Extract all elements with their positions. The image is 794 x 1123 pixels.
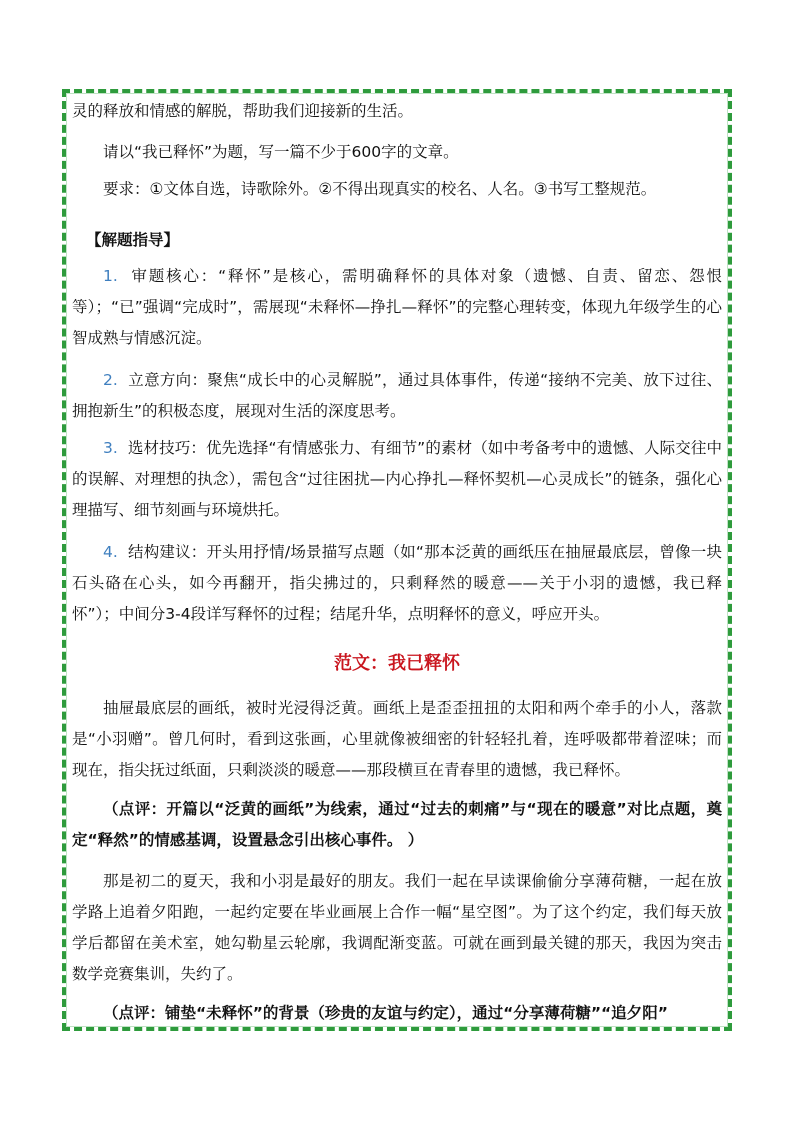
guide-item-4-number: 4. [103,543,118,561]
writing-requirement: 要求：①文体自选，诗歌除外。②不得出现真实的校名、人名。③书写工整规范。 [103,180,657,198]
writing-prompt: 请以“我已释怀”为题，写一篇不少于600字的文章。 [103,143,459,161]
essay-title: 范文：我已释怀 [334,653,460,674]
guide-heading: 【解题指导】 [86,231,180,249]
guide-item-4 [72,537,722,630]
guide-item-4-text: 结构建议：开头用抒情/场景描写点题（如“那本泛黄的画纸压在抽屉最底层，曾像一块石头硌在心头，如今再翻开，指尖拂过的，只剩释然的暖意——关于小羽的遗憾，我已释怀”）；中间分3-4段详写释怀的过程；结尾升华，点明释怀的意义，呼应开头。 [72,543,722,623]
guide-item-1 [72,261,722,354]
essay-comment-1: （点评：开篇以“泛黄的画纸”为线索，通过“过去的刺痛”与“现在的暖意”对比点题，奠定“释然”的情感基调，设置悬念引出核心事件。 ） [72,800,722,849]
guide-item-1-text: 审题核心：“释怀”是核心，需明确释怀的具体对象（遗憾、自责、留恋、怨恨等）；“已”强调“完成时”，需展现“未释怀—挣扎—释怀”的完整心理转变，体现九年级学生的心智成熟与情感沉淀。 [72,267,722,347]
guide-item-2-text: 立意方向：聚焦“成长中的心灵解脱”，通过具体事件，传递“接纳不完美、放下过往、拥抱新生”的积极态度，展现对生活的深度思考。 [72,371,722,420]
essay-paragraph-2: 那是初二的夏天，我和小羽是最好的朋友。我们一起在早读课偷偷分享薄荷糖，一起在放学路上追着夕阳跑，一起约定要在毕业画展上合作一幅“星空图”。为了这个约定，我们每天放学后都留在美术室，她勾勒星云轮廓，我调配渐变蓝。可就在画到最关键的那天，我因为突击数学竞赛集训，失约了。 [72,872,722,983]
essay-comment-2: （点评：铺垫“未释怀”的背景（珍贵的友谊与约定），通过“分享薄荷糖”“追夕阳” [103,1004,668,1022]
essay-paragraph-1: 抽屉最底层的画纸，被时光浸得泛黄。画纸上是歪歪扭扭的太阳和两个牵手的小人，落款是“小羽赠”。曾几何时，看到这张画，心里就像被细密的针轻轻扎着，连呼吸都带着涩味；而现在，指尖抚过纸面，只剩淡淡的暖意——那段横亘在青春里的遗憾，我已释怀。 [72,699,722,779]
guide-item-3-text: 选材技巧：优先选择“有情感张力、有细节”的素材（如中考备考中的遗憾、人际交往中的误解、对理想的执念），需包含“过往困扰—内心挣扎—释怀契机—心灵成长”的链条，强化心理描写、细节刻画与环境烘托。 [72,439,722,519]
guide-item-3-number: 3. [103,439,118,457]
guide-item-2 [72,365,722,427]
guide-item-3 [72,433,722,526]
guide-item-2-number: 2. [103,371,118,389]
intro-line: 灵的释放和情感的解脱，帮助我们迎接新的生活。 [72,102,414,120]
guide-item-1-number: 1. [103,267,118,285]
